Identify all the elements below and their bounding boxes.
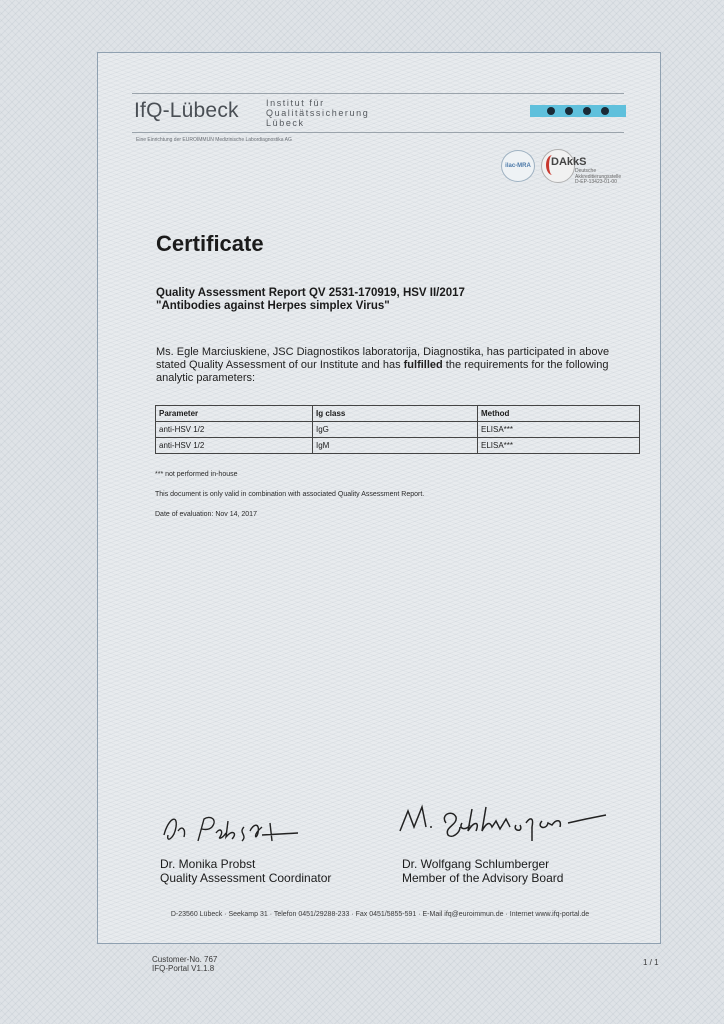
signature-probst [158,805,308,849]
signatory-role: Member of the Advisory Board [402,871,564,885]
brand-dots-bar [530,105,626,117]
institute-name: Institut für Qualitätssicherung Lübeck [266,98,370,128]
validity-note: This document is only valid in combination with associated Quality Assessment Report. [155,491,425,498]
header-top-rule [132,93,624,94]
signatory-schlumberger [402,857,563,885]
page-number: 1 / 1 [643,958,659,967]
parameters-table [155,405,640,454]
header-subline: Eine Einrichtung der EUROIMMUN Medizinische Labordiagnostika AG [136,137,292,143]
header-ig-class: Ig class [313,406,478,422]
table-row: anti-HSV 1/2 IgM ELISA*** [156,438,640,454]
address-footer: D-23560 Lübeck · Seekamp 31 · Telefon 0451/29288-233 · Fax 0451/5855-591 · E-Mail ifq@euroimmun.de · Internet www.ifq-portal.de [170,911,590,918]
header-method: Method [478,406,640,422]
signatory-name: Dr. Wolfgang Schlumberger [402,857,550,871]
participation-paragraph: Ms. Egle Marciuskiene, JSC Diagnostikos laboratorija, Diagnostika, has participated in above stated Quality Assessment of our Institute and has fulfilled the requirements for the following analytic parameters: [156,346,610,384]
portal-version: IFQ-Portal V1.1.8 [152,964,215,973]
ifq-logo: IfQ-Lübeck [134,99,239,122]
dakks-subtext: Deutsche Akkreditierungsstelle D-EP-13423-01-00 [575,168,622,185]
ilac-seal-icon: ilac-MRA [501,150,535,182]
signatory-role: Quality Assessment Coordinator [160,871,332,885]
header-parameter: Parameter [156,406,313,422]
signatory-probst [160,857,331,885]
certificate-page [97,52,661,944]
method-note: *** not performed in-house [155,471,238,478]
dakks-label: DAkkS [551,156,587,168]
report-heading: Quality Assessment Report QV 2531-170919, HSV II/2017 "Antibodies against Herpes simplex Virus" [156,287,465,312]
signatory-name: Dr. Monika Probst [160,857,256,871]
header-bottom-rule [132,132,624,133]
customer-info [152,955,217,973]
evaluation-date: Date of evaluation: Nov 14, 2017 [155,511,257,518]
table-row: anti-HSV 1/2 IgG ELISA*** [156,422,640,438]
certificate-title: Certificate [156,231,264,256]
customer-number: Customer-No. 767 [152,955,218,964]
signature-schlumberger [396,797,620,849]
table-header-row [156,406,640,422]
